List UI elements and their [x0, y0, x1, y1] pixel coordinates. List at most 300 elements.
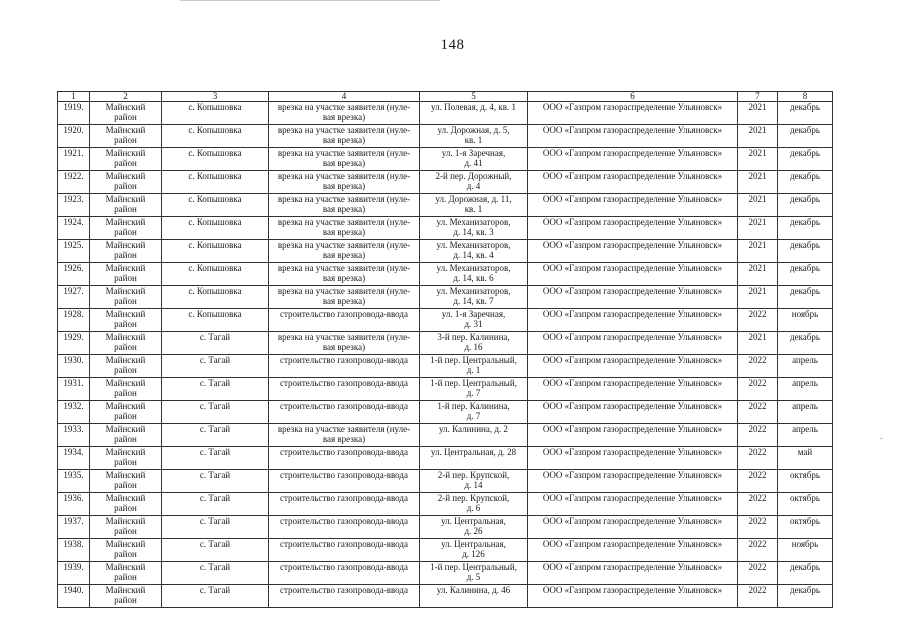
settlement-cell — [162, 286, 269, 309]
year-cell — [738, 470, 778, 493]
work-cell — [269, 309, 420, 332]
operator: ООО «Газпром газораспределение Ульяновск» — [542, 493, 723, 503]
operator: ООО «Газпром газораспределение Ульяновск» — [542, 240, 723, 250]
district-line: район — [114, 181, 137, 191]
table-row — [58, 493, 833, 516]
year-cell — [738, 585, 778, 608]
work-cell — [269, 332, 420, 355]
district-line: Майнский — [105, 171, 146, 181]
row-number-cell — [58, 493, 90, 516]
operator-cell — [528, 562, 738, 585]
work-line: вая врезка) — [322, 296, 366, 306]
operator-cell — [528, 447, 738, 470]
district-line: Майнский — [105, 263, 146, 273]
row-number: 1927. — [63, 286, 84, 296]
district-line: район — [114, 595, 137, 605]
year-cell — [738, 171, 778, 194]
year: 2021 — [748, 148, 767, 158]
work-cell — [269, 424, 420, 447]
settlement-cell — [162, 424, 269, 447]
month-cell — [778, 401, 833, 424]
operator-cell — [528, 401, 738, 424]
year: 2022 — [748, 309, 767, 319]
district-line: Майнский — [105, 355, 146, 365]
district-line: район — [114, 158, 137, 168]
work-cell — [269, 217, 420, 240]
operator: ООО «Газпром газораспределение Ульяновск» — [542, 171, 723, 181]
year: 2021 — [748, 240, 767, 250]
work-line: вая врезка) — [322, 273, 366, 283]
row-number-cell — [58, 378, 90, 401]
operator-cell — [528, 378, 738, 401]
month: октябрь — [790, 493, 820, 503]
operator-cell — [528, 355, 738, 378]
month-cell — [778, 286, 833, 309]
month: декабрь — [790, 194, 820, 204]
row-number-cell — [58, 217, 90, 240]
year-cell — [738, 102, 778, 125]
table-row — [58, 125, 833, 148]
district-cell — [90, 585, 162, 608]
settlement-cell — [162, 217, 269, 240]
month-cell — [778, 539, 833, 562]
operator-cell — [528, 240, 738, 263]
month-cell — [778, 332, 833, 355]
month: апрель — [792, 401, 818, 411]
year-cell — [738, 355, 778, 378]
month: апрель — [792, 424, 818, 434]
year-cell — [738, 401, 778, 424]
column-number: 8 — [778, 92, 833, 102]
district-cell — [90, 194, 162, 217]
work-line: строительство газопровода-ввода — [280, 493, 408, 503]
month-cell — [778, 217, 833, 240]
work-line: вая врезка) — [322, 135, 366, 145]
year-cell — [738, 309, 778, 332]
settlement-cell — [162, 332, 269, 355]
year: 2022 — [748, 447, 767, 457]
page-number: 148 — [440, 37, 465, 53]
operator: ООО «Газпром газораспределение Ульяновск» — [542, 401, 723, 411]
year: 2022 — [748, 539, 767, 549]
address-line: 2-й пер. Крупской, — [437, 470, 510, 480]
operator: ООО «Газпром газораспределение Ульяновск» — [542, 378, 723, 388]
district-cell — [90, 263, 162, 286]
settlement-cell — [162, 585, 269, 608]
month-cell — [778, 194, 833, 217]
work-line: строительство газопровода-ввода — [280, 309, 408, 319]
address-cell — [420, 309, 528, 332]
row-number-cell — [58, 424, 90, 447]
operator: ООО «Газпром газораспределение Ульяновск» — [542, 355, 723, 365]
operator: ООО «Газпром газораспределение Ульяновск» — [542, 447, 723, 457]
settlement: с. Тагай — [199, 562, 231, 572]
table-row — [58, 516, 833, 539]
work-line: врезка на участке заявителя (нуле- — [277, 125, 411, 135]
settlement: с. Копышовка — [188, 194, 242, 204]
settlement: с. Копышовка — [188, 148, 242, 158]
work-cell — [269, 562, 420, 585]
settlement: с. Тагай — [199, 539, 231, 549]
year-cell — [738, 240, 778, 263]
work-line: врезка на участке заявителя (нуле- — [277, 332, 411, 342]
year: 2021 — [748, 263, 767, 273]
work-line: строительство газопровода-ввода — [280, 378, 408, 388]
work-line: врезка на участке заявителя (нуле- — [277, 424, 411, 434]
year: 2021 — [748, 194, 767, 204]
district-line: Майнский — [105, 470, 146, 480]
district-line: район — [114, 434, 137, 444]
district-line: Майнский — [105, 217, 146, 227]
year: 2021 — [748, 217, 767, 227]
year: 2021 — [748, 102, 767, 112]
month: декабрь — [790, 240, 820, 250]
district-cell — [90, 332, 162, 355]
work-cell — [269, 125, 420, 148]
operator-cell — [528, 424, 738, 447]
operator: ООО «Газпром газораспределение Ульяновск» — [542, 194, 723, 204]
operator: ООО «Газпром газораспределение Ульяновск» — [542, 125, 723, 135]
address-cell — [420, 447, 528, 470]
address-line: ул. Центральная, — [441, 516, 506, 526]
operator-cell — [528, 539, 738, 562]
month-cell — [778, 125, 833, 148]
row-number-cell — [58, 263, 90, 286]
month: декабрь — [790, 332, 820, 342]
district-line: Майнский — [105, 286, 146, 296]
row-number: 1939. — [63, 562, 84, 572]
district-line: Майнский — [105, 102, 146, 112]
district-cell — [90, 355, 162, 378]
row-number-cell — [58, 332, 90, 355]
address-line: 1-й пер. Центральный, — [430, 378, 517, 388]
address-line: ул. Центральная, д. 28 — [430, 447, 517, 457]
address-line: д. 14, кв. 7 — [453, 296, 494, 306]
settlement-cell — [162, 125, 269, 148]
district-line: Майнский — [105, 332, 146, 342]
settlement: с. Копышовка — [188, 217, 242, 227]
address-line: д. 1 — [466, 365, 481, 375]
address-line: кв. 1 — [464, 204, 483, 214]
month-cell — [778, 424, 833, 447]
column-number-row — [58, 92, 833, 102]
year-cell — [738, 286, 778, 309]
column-number: 7 — [738, 92, 778, 102]
address-line: д. 14, кв. 3 — [453, 227, 494, 237]
row-number: 1932. — [63, 401, 84, 411]
row-number: 1929. — [63, 332, 84, 342]
operator: ООО «Газпром газораспределение Ульяновск» — [542, 562, 723, 572]
settlement: с. Копышовка — [188, 125, 242, 135]
month: ноябрь — [791, 309, 819, 319]
district-line: Майнский — [105, 516, 146, 526]
month: ноябрь — [791, 539, 819, 549]
address-cell — [420, 125, 528, 148]
settlement: с. Тагай — [199, 378, 231, 388]
year-cell — [738, 424, 778, 447]
table-row — [58, 194, 833, 217]
address-line: 1-й пер. Центральный, — [430, 562, 517, 572]
district-line: район — [114, 319, 137, 329]
operator-cell — [528, 263, 738, 286]
scan-edge-mark — [880, 438, 883, 439]
row-number: 1928. — [63, 309, 84, 319]
address-cell — [420, 332, 528, 355]
address-line: ул. Механизаторов, — [436, 240, 511, 250]
table-row — [58, 102, 833, 125]
address-line: ул. Механизаторов, — [436, 217, 511, 227]
district-cell — [90, 309, 162, 332]
operator: ООО «Газпром газораспределение Ульяновск» — [542, 332, 723, 342]
address-line: кв. 1 — [464, 135, 483, 145]
address-line: д. 14, кв. 4 — [453, 250, 494, 260]
row-number: 1938. — [63, 539, 84, 549]
year-cell — [738, 493, 778, 516]
column-number: 5 — [420, 92, 528, 102]
table-row — [58, 286, 833, 309]
work-line: строительство газопровода-ввода — [280, 401, 408, 411]
address-line: д. 41 — [464, 158, 483, 168]
operator: ООО «Газпром газораспределение Ульяновск» — [542, 263, 723, 273]
year-cell — [738, 217, 778, 240]
column-number: 1 — [58, 92, 90, 102]
scan-edge-mark — [180, 0, 440, 1]
row-number: 1936. — [63, 493, 84, 503]
row-number-cell — [58, 539, 90, 562]
work-cell — [269, 493, 420, 516]
row-number-cell — [58, 102, 90, 125]
address-cell — [420, 585, 528, 608]
district-cell — [90, 516, 162, 539]
table-row — [58, 424, 833, 447]
settlement: с. Копышовка — [188, 263, 242, 273]
work-cell — [269, 355, 420, 378]
address-line: ул. Механизаторов, — [436, 286, 511, 296]
settlement-cell — [162, 447, 269, 470]
address-line: д. 7 — [466, 388, 481, 398]
district-line: район — [114, 549, 137, 559]
district-cell — [90, 217, 162, 240]
operator-cell — [528, 309, 738, 332]
year: 2022 — [748, 424, 767, 434]
district-line: район — [114, 388, 137, 398]
month-cell — [778, 516, 833, 539]
district-line: Майнский — [105, 194, 146, 204]
operator: ООО «Газпром газораспределение Ульяновск» — [542, 309, 723, 319]
year-cell — [738, 516, 778, 539]
work-cell — [269, 148, 420, 171]
work-cell — [269, 263, 420, 286]
row-number: 1925. — [63, 240, 84, 250]
year: 2022 — [748, 378, 767, 388]
address-line: д. 7 — [466, 411, 481, 421]
address-line: 1-й пер. Центральный, — [430, 355, 517, 365]
operator: ООО «Газпром газораспределение Ульяновск» — [542, 217, 723, 227]
settlement-cell — [162, 263, 269, 286]
address-cell — [420, 286, 528, 309]
operator-cell — [528, 585, 738, 608]
work-cell — [269, 171, 420, 194]
address-line: д. 16 — [464, 342, 483, 352]
district-line: район — [114, 250, 137, 260]
row-number-cell — [58, 516, 90, 539]
month-cell — [778, 470, 833, 493]
month: декабрь — [790, 263, 820, 273]
table-row — [58, 470, 833, 493]
settlement-cell — [162, 562, 269, 585]
year: 2022 — [748, 470, 767, 480]
district-line: Майнский — [105, 424, 146, 434]
row-number-cell — [58, 562, 90, 585]
address-cell — [420, 424, 528, 447]
address-cell — [420, 539, 528, 562]
work-line: врезка на участке заявителя (нуле- — [277, 263, 411, 273]
settlement-cell — [162, 309, 269, 332]
month-cell — [778, 355, 833, 378]
year: 2022 — [748, 493, 767, 503]
district-cell — [90, 447, 162, 470]
district-line: Майнский — [105, 539, 146, 549]
row-number-cell — [58, 309, 90, 332]
row-number-cell — [58, 194, 90, 217]
address-cell — [420, 240, 528, 263]
work-line: строительство газопровода-ввода — [280, 562, 408, 572]
address-line: д. 6 — [466, 503, 481, 513]
row-number: 1919. — [63, 102, 84, 112]
district-cell — [90, 378, 162, 401]
address-line: ул. Полевая, д. 4, кв. 1 — [431, 102, 516, 112]
address-cell — [420, 516, 528, 539]
district-cell — [90, 401, 162, 424]
address-cell — [420, 378, 528, 401]
district-line: район — [114, 503, 137, 513]
district-line: Майнский — [105, 447, 146, 457]
work-line: вая врезка) — [322, 112, 366, 122]
district-line: Майнский — [105, 585, 146, 595]
settlement: с. Копышовка — [188, 171, 242, 181]
settlement: с. Копышовка — [188, 286, 242, 296]
operator-cell — [528, 194, 738, 217]
operator: ООО «Газпром газораспределение Ульяновск» — [542, 148, 723, 158]
work-line: строительство газопровода-ввода — [280, 447, 408, 457]
district-line: Майнский — [105, 125, 146, 135]
row-number-cell — [58, 171, 90, 194]
work-line: вая врезка) — [322, 434, 366, 444]
address-line: 2-й пер. Дорожный, — [435, 171, 512, 181]
year-cell — [738, 562, 778, 585]
district-line: район — [114, 296, 137, 306]
work-cell — [269, 516, 420, 539]
row-number: 1926. — [63, 263, 84, 273]
row-number-cell — [58, 240, 90, 263]
table-row — [58, 148, 833, 171]
settlement-cell — [162, 171, 269, 194]
month-cell — [778, 309, 833, 332]
work-line: вая врезка) — [322, 227, 366, 237]
settlement: с. Копышовка — [188, 102, 242, 112]
district-line: район — [114, 112, 137, 122]
district-line: Майнский — [105, 309, 146, 319]
row-number: 1937. — [63, 516, 84, 526]
settlement-cell — [162, 493, 269, 516]
work-line: врезка на участке заявителя (нуле- — [277, 194, 411, 204]
row-number-cell — [58, 148, 90, 171]
district-cell — [90, 562, 162, 585]
table-row — [58, 562, 833, 585]
address-cell — [420, 171, 528, 194]
month: октябрь — [790, 516, 820, 526]
month-cell — [778, 171, 833, 194]
year-cell — [738, 263, 778, 286]
row-number: 1930. — [63, 355, 84, 365]
district-line: Майнский — [105, 378, 146, 388]
table-row — [58, 171, 833, 194]
settlement-cell — [162, 102, 269, 125]
address-line: ул. Механизаторов, — [436, 263, 511, 273]
address-cell — [420, 401, 528, 424]
month: апрель — [792, 355, 818, 365]
table-row — [58, 263, 833, 286]
work-cell — [269, 585, 420, 608]
address-line: д. 14 — [464, 480, 483, 490]
table-row — [58, 585, 833, 608]
district-line: Майнский — [105, 562, 146, 572]
month: октябрь — [790, 470, 820, 480]
year: 2021 — [748, 171, 767, 181]
year: 2022 — [748, 401, 767, 411]
month-cell — [778, 447, 833, 470]
row-number-cell — [58, 585, 90, 608]
year: 2021 — [748, 125, 767, 135]
work-line: вая врезка) — [322, 250, 366, 260]
district-line: Майнский — [105, 493, 146, 503]
settlement-cell — [162, 194, 269, 217]
operator-cell — [528, 493, 738, 516]
work-line: врезка на участке заявителя (нуле- — [277, 217, 411, 227]
operator-cell — [528, 171, 738, 194]
year-cell — [738, 447, 778, 470]
column-number: 6 — [528, 92, 738, 102]
month: декабрь — [790, 148, 820, 158]
table-row — [58, 355, 833, 378]
month: декабрь — [790, 286, 820, 296]
table-row — [58, 240, 833, 263]
row-number: 1921. — [63, 148, 84, 158]
address-line: д. 5 — [466, 572, 481, 582]
address-cell — [420, 102, 528, 125]
column-number: 3 — [162, 92, 269, 102]
row-number: 1933. — [63, 424, 84, 434]
address-cell — [420, 217, 528, 240]
work-line: вая врезка) — [322, 342, 366, 352]
month: декабрь — [790, 125, 820, 135]
year: 2021 — [748, 332, 767, 342]
address-line: д. 31 — [464, 319, 483, 329]
month-cell — [778, 263, 833, 286]
operator-cell — [528, 470, 738, 493]
operator-cell — [528, 332, 738, 355]
operator: ООО «Газпром газораспределение Ульяновск» — [542, 470, 723, 480]
row-number: 1940. — [63, 585, 84, 595]
month-cell — [778, 148, 833, 171]
table-row — [58, 378, 833, 401]
work-cell — [269, 470, 420, 493]
settlement: с. Тагай — [199, 516, 231, 526]
year-cell — [738, 378, 778, 401]
table-row — [58, 217, 833, 240]
settlement: с. Тагай — [199, 332, 231, 342]
address-cell — [420, 263, 528, 286]
